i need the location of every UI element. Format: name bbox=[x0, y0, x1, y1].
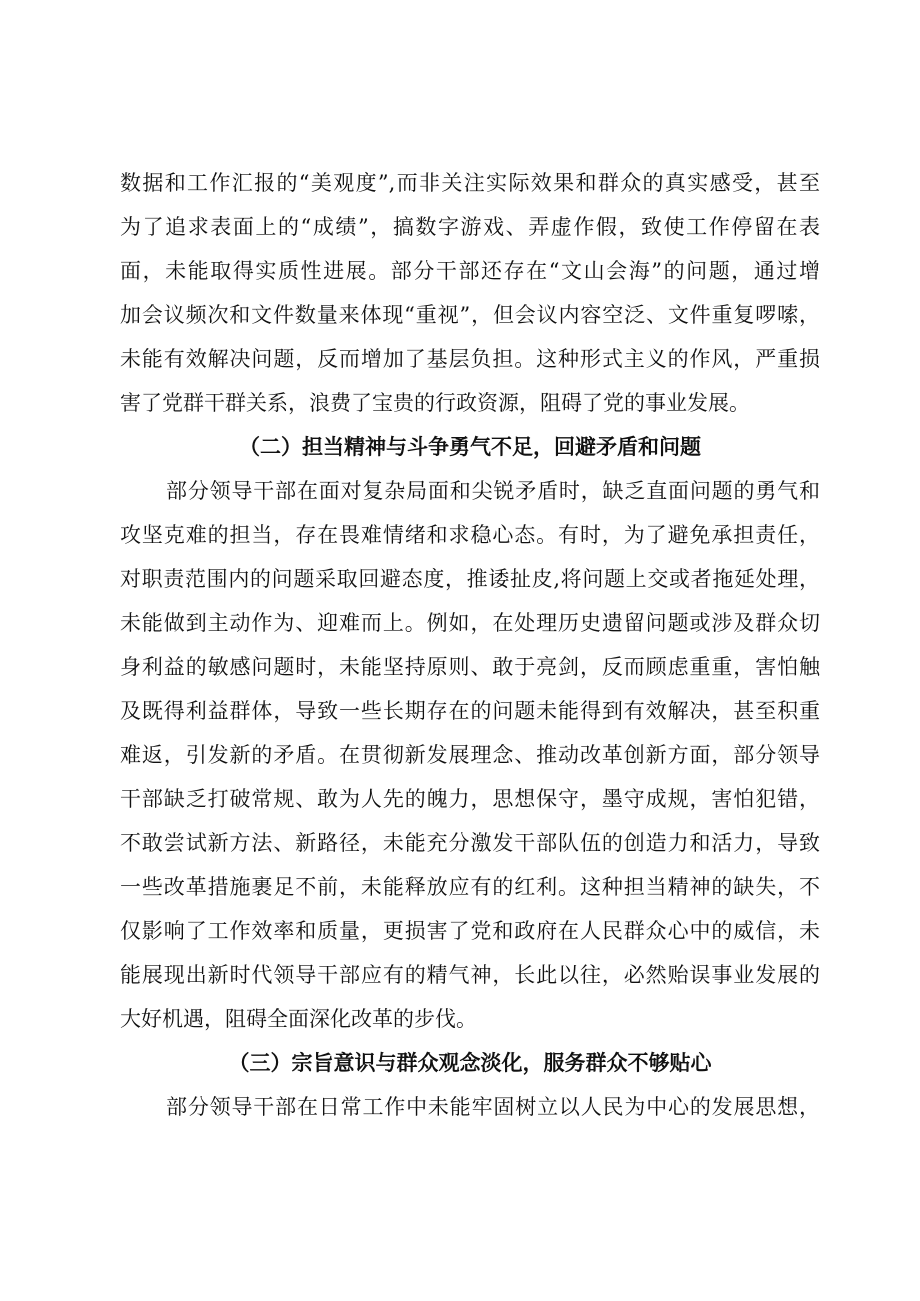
paragraph-line: 部分领导干部在日常工作中未能牢固树立以人民为中心的发展思想， bbox=[166, 1095, 820, 1119]
paragraph-line: 对职责范围内的问题采取回避态度，推诿扯皮,将问题上交或者拖延处理， bbox=[120, 567, 820, 591]
paragraph-line: 害了党群干群关系，浪费了宝贵的行政资源，阻碍了党的事业发展。 bbox=[120, 391, 750, 415]
paragraph-line: 面，未能取得实质性进展。部分干部还存在“文山会海”的问题，通过增 bbox=[120, 259, 820, 283]
paragraph-line: 难返，引发新的矛盾。在贯彻新发展理念、推动改革创新方面，部分领导 bbox=[120, 743, 820, 767]
paragraph-line: 部分领导干部在面对复杂局面和尖锐矛盾时，缺乏直面问题的勇气和 bbox=[166, 479, 820, 503]
paragraph-line: 及既得利益群体，导致一些长期存在的问题未能得到有效解决，甚至积重 bbox=[120, 699, 820, 723]
paragraph-line: 仅影响了工作效率和质量，更损害了党和政府在人民群众心中的威信，未 bbox=[120, 919, 820, 943]
paragraph-line: 数据和工作汇报的“美观度”,而非关注实际效果和群众的真实感受，甚至 bbox=[120, 171, 820, 195]
paragraph-line: 能展现出新时代领导干部应有的精气神，长此以往，必然贻误事业发展的 bbox=[120, 963, 820, 987]
paragraph-line: 不敢尝试新方法、新路径，未能充分激发干部队伍的创造力和活力，导致 bbox=[120, 831, 820, 855]
paragraph-line: 身利益的敏感问题时，未能坚持原则、敢于亮剑，反而顾虑重重，害怕触 bbox=[120, 655, 820, 679]
section-heading: （三）宗旨意识与群众观念淡化，服务群众不够贴心 bbox=[228, 1051, 712, 1075]
paragraph-line: 干部缺乏打破常规、敢为人先的魄力，思想保守，墨守成规，害怕犯错， bbox=[120, 787, 820, 811]
paragraph-line: 攻坚克难的担当，存在畏难情绪和求稳心态。有时，为了避免承担责任， bbox=[120, 523, 820, 547]
paragraph-line: 大好机遇，阻碍全面深化改革的步伐。 bbox=[120, 1007, 477, 1031]
paragraph-line: 未能有效解决问题，反而增加了基层负担。这种形式主义的作风，严重损 bbox=[120, 347, 820, 371]
paragraph-line: 一些改革措施裹足不前，未能释放应有的红利。这种担当精神的缺失，不 bbox=[120, 875, 820, 899]
paragraph-line: 为了追求表面上的“成绩”，搞数字游戏、弄虚作假，致使工作停留在表 bbox=[120, 215, 820, 239]
paragraph-line: 未能做到主动作为、迎难而上。例如，在处理历史遗留问题或涉及群众切 bbox=[120, 611, 820, 635]
section-heading: （二）担当精神与斗争勇气不足，回避矛盾和问题 bbox=[239, 435, 701, 459]
paragraph-line: 加会议频次和文件数量来体现“重视”，但会议内容空泛、文件重复啰嗦， bbox=[120, 303, 820, 327]
